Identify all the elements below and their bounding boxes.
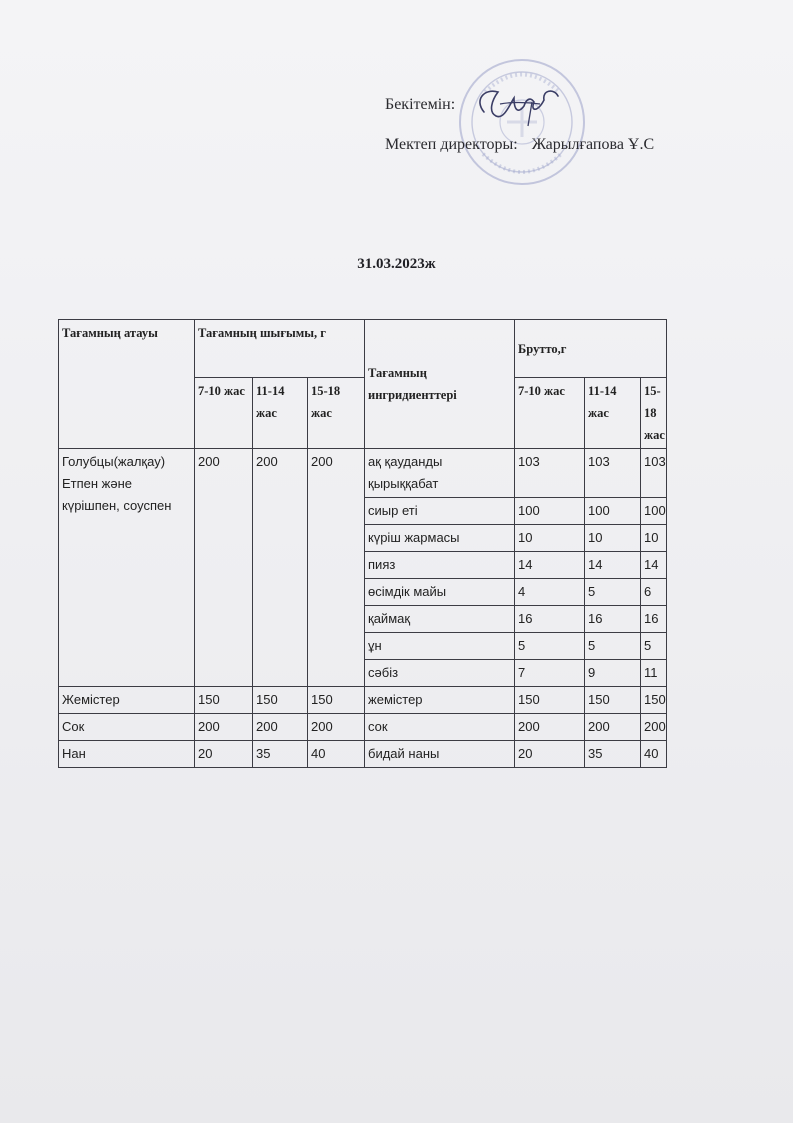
director-name: Жарылғапова Ұ.С [531, 136, 655, 153]
brutto-cell: 10 [585, 525, 641, 552]
header-yield-age-7-10: 7-10 жас [195, 378, 253, 449]
header-yield-age-11-14: 11-14 жас [253, 378, 308, 449]
director-signature [470, 82, 562, 130]
brutto-cell: 4 [515, 579, 585, 606]
brutto-cell: 100 [585, 498, 641, 525]
brutto-cell: 150 [515, 687, 585, 714]
brutto-cell: 40 [641, 741, 667, 768]
table-row [59, 714, 667, 741]
header-yield-age-15-18: 15-18 жас [308, 378, 365, 449]
meal-name-cell: Сок [59, 714, 195, 741]
meal-yield-cell: 200 [195, 449, 253, 687]
brutto-cell: 200 [641, 714, 667, 741]
ingredient-cell: пияз [365, 552, 515, 579]
meal-name-cell: Жемістер [59, 687, 195, 714]
brutto-cell: 200 [585, 714, 641, 741]
brutto-cell: 16 [515, 606, 585, 633]
ingredient-cell: сиыр еті [365, 498, 515, 525]
brutto-cell: 6 [641, 579, 667, 606]
meal-yield-cell: 150 [253, 687, 308, 714]
approve-label: Бекітемін: [385, 96, 456, 113]
header-brutto-age-15-18: 15-18 жас [641, 378, 667, 449]
meal-yield-cell: 150 [195, 687, 253, 714]
meal-yield-cell: 40 [308, 741, 365, 768]
meal-yield-cell: 200 [195, 714, 253, 741]
approval-block [385, 92, 765, 158]
brutto-cell: 7 [515, 660, 585, 687]
meal-yield-cell: 200 [308, 714, 365, 741]
ingredient-cell: жемістер [365, 687, 515, 714]
brutto-cell: 200 [515, 714, 585, 741]
header-brutto: Брутто,г [515, 320, 667, 378]
brutto-cell: 14 [515, 552, 585, 579]
ingredient-cell: ақ қауданды қырыққабат [365, 449, 515, 498]
menu-date: 31.03.2023ж [357, 256, 436, 272]
meal-yield-cell: 20 [195, 741, 253, 768]
brutto-cell: 5 [515, 633, 585, 660]
brutto-cell: 100 [515, 498, 585, 525]
ingredient-cell: бидай наны [365, 741, 515, 768]
table-row [59, 687, 667, 714]
brutto-cell: 5 [585, 633, 641, 660]
brutto-cell: 150 [641, 687, 667, 714]
director-label: Мектеп директоры: [385, 136, 518, 153]
meal-yield-cell: 200 [253, 714, 308, 741]
header-meal-name: Тағамның атауы [59, 320, 195, 449]
brutto-cell: 103 [641, 449, 667, 498]
brutto-cell: 11 [641, 660, 667, 687]
brutto-cell: 9 [585, 660, 641, 687]
brutto-cell: 5 [585, 579, 641, 606]
meal-yield-cell: 200 [253, 449, 308, 687]
brutto-cell: 16 [641, 606, 667, 633]
table-row [59, 449, 667, 498]
meal-yield-cell: 150 [308, 687, 365, 714]
brutto-cell: 14 [641, 552, 667, 579]
header-meal-yield: Тағамның шығымы, г [195, 320, 365, 378]
ingredient-cell: сәбіз [365, 660, 515, 687]
ingredient-cell: сок [365, 714, 515, 741]
meal-yield-cell: 200 [308, 449, 365, 687]
header-ingredients: Тағамның ингридиенттері [365, 320, 515, 449]
brutto-cell: 103 [515, 449, 585, 498]
brutto-cell: 103 [585, 449, 641, 498]
meal-name-cell: Нан [59, 741, 195, 768]
brutto-cell: 100 [641, 498, 667, 525]
brutto-cell: 10 [641, 525, 667, 552]
meal-yield-cell: 35 [253, 741, 308, 768]
brutto-cell: 16 [585, 606, 641, 633]
ingredient-cell: өсімдік майы [365, 579, 515, 606]
meal-name-cell: Голубцы(жалқау) Етпен және күрішпен, соуспен [59, 449, 195, 687]
header-brutto-age-7-10: 7-10 жас [515, 378, 585, 449]
brutto-cell: 10 [515, 525, 585, 552]
ingredient-cell: ұн [365, 633, 515, 660]
ingredient-cell: күріш жармасы [365, 525, 515, 552]
brutto-cell: 5 [641, 633, 667, 660]
table-row [59, 741, 667, 768]
brutto-cell: 14 [585, 552, 641, 579]
brutto-cell: 150 [585, 687, 641, 714]
header-brutto-age-11-14: 11-14 жас [585, 378, 641, 449]
brutto-cell: 35 [585, 741, 641, 768]
brutto-cell: 20 [515, 741, 585, 768]
menu-table [58, 319, 667, 768]
director-line [385, 132, 765, 158]
ingredient-cell: қаймақ [365, 606, 515, 633]
